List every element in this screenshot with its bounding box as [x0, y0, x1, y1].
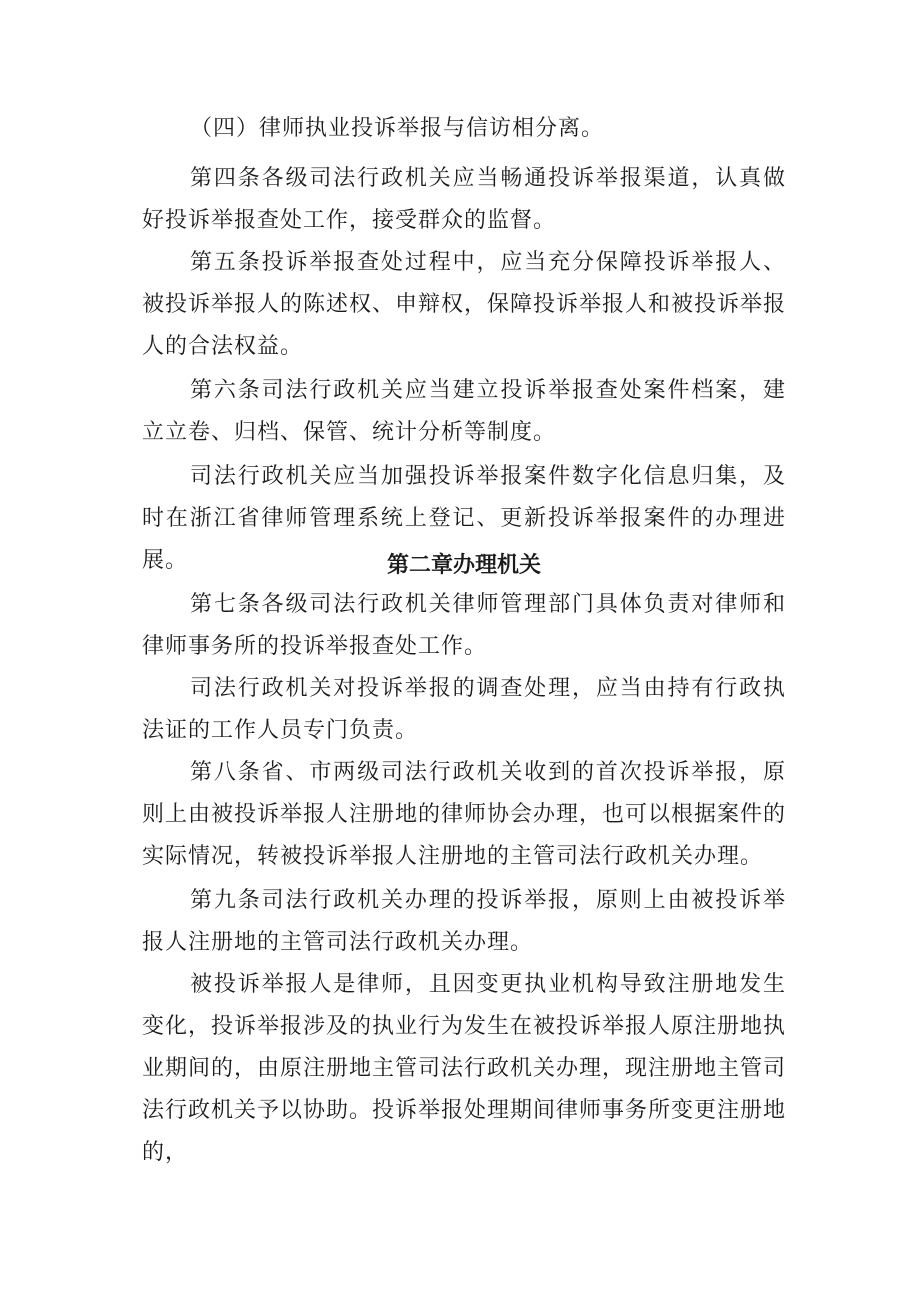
article-7: 第七条各级司法行政机关律师管理部门具体负责对律师和律师事务所的投诉举报查处工作。 — [142, 592, 786, 659]
article-5: 第五条投诉举报查处过程中，应当充分保障投诉举报人、被投诉举报人的陈述权、申辩权，保障投诉举报人和被投诉举报人的合法权益。 — [142, 250, 787, 359]
article-4: 第四条各级司法行政机关应当畅通投诉举报渠道，认真做好投诉举报查处工作，接受群众的监督。 — [142, 166, 786, 233]
paragraph-item-4: （四）律师执业投诉举报与信访相分离。 — [190, 116, 605, 141]
article-7-paragraph-2: 司法行政机关对投诉举报的调查处理，应当由持有行政执法证的工作人员专门负责。 — [142, 676, 786, 743]
article-6: 第六条司法行政机关应当建立投诉举报查处案件档案，建立立卷、归档、保管、统计分析等制度。 — [142, 378, 786, 445]
article-9-paragraph-2: 被投诉举报人是律师，且因变更执业机构导致注册地发生变化，投诉举报涉及的执业行为发生在被投诉举报人原注册地执业期间的，由原注册地主管司法行政机关办理，现注册地主管司法行政机关予以协助。投诉举报处理期间律师事务所变更注册地的， — [142, 972, 787, 1165]
article-9: 第九条司法行政机关办理的投诉举报，原则上由被投诉举报人注册地的主管司法行政机关办理。 — [142, 888, 786, 955]
chapter-heading: 第二章办理机关 — [386, 553, 541, 578]
article-6-paragraph-2: 司法行政机关应当加强投诉举报案件数字化信息归集，及时在浙江省律师管理系统上登记、更新投诉举报案件的办理进展。 — [142, 464, 786, 573]
article-8: 第八条省、市两级司法行政机关收到的首次投诉举报，原则上由被投诉举报人注册地的律师协会办理，也可以根据案件的实际情况，转被投诉举报人注册地的主管司法行政机关办理。 — [142, 760, 787, 869]
